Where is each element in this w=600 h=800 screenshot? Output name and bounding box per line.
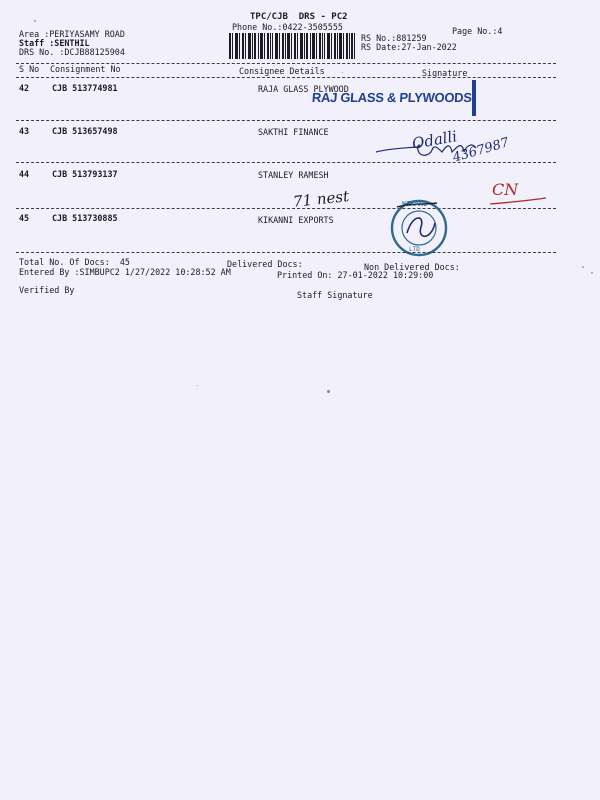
area-field: Area :PERIYASAMY ROAD	[19, 29, 125, 39]
barcode-icon	[229, 33, 355, 59]
row-consignment-no: CJB 513657498	[52, 126, 118, 136]
row-consignment-no: CJB 513774981	[52, 83, 118, 93]
delivered-docs: Delivered Docs:	[227, 259, 303, 269]
seal-text: KIKANI	[402, 200, 428, 208]
handwritten-note: 71 nest	[292, 187, 350, 211]
divider	[16, 120, 556, 121]
stamp-bar	[472, 80, 476, 116]
handwritten-signature: Odalli	[410, 127, 459, 153]
row-consignee: RAJA GLASS PLYWOOD	[258, 84, 349, 94]
scan-speck	[582, 266, 584, 268]
entered-by: Entered By :SIMBUPC2 1/27/2022 10:28:52 AM	[19, 267, 231, 277]
total-docs: Total No. Of Docs: 45	[19, 257, 130, 267]
row-consignee: KIKANNI EXPORTS	[258, 215, 334, 225]
handwritten-initials: CN	[492, 180, 519, 199]
scan-speck	[197, 385, 198, 386]
non-delivered-docs: Non Delivered Docs:	[364, 262, 460, 272]
col-signature: Signature	[422, 68, 468, 78]
scan-speck	[591, 272, 593, 274]
page-number: Page No.:4	[452, 26, 503, 36]
seal-text: LTD	[409, 246, 420, 253]
company-stamp: RAJ GLASS & PLYWOODS	[311, 90, 473, 105]
scan-speck	[327, 390, 330, 393]
staff-field: Staff :SENTHIL	[19, 38, 90, 48]
row-consignee: SAKTHI FINANCE	[258, 127, 329, 137]
rs-date: RS Date:27-Jan-2022	[361, 42, 457, 52]
scan-speck	[34, 20, 36, 22]
handwritten-number: 4367987	[451, 135, 511, 166]
col-consignee-details: Consignee Details	[239, 66, 325, 76]
row-sno: 44	[19, 169, 30, 179]
divider	[16, 77, 556, 78]
col-consignment-no: Consignment No	[50, 64, 121, 74]
divider	[16, 162, 556, 163]
row-sno: 42	[19, 83, 30, 93]
scan-speck	[342, 72, 343, 73]
col-sno: S No	[19, 64, 40, 74]
divider	[16, 252, 556, 253]
staff-signature: Staff Signature	[297, 290, 373, 300]
rs-number: RS No.:881259	[361, 33, 427, 43]
row-consignee: STANLEY RAMESH	[258, 170, 329, 180]
divider	[16, 208, 556, 209]
row-sno: 43	[19, 126, 30, 136]
row-consignment-no: CJB 513730885	[52, 213, 118, 223]
row-sno: 45	[19, 213, 30, 223]
row-consignment-no: CJB 513793137	[52, 169, 118, 179]
verified-by: Verified By	[19, 285, 75, 295]
phone-number: Phone No.:0422-3505555	[232, 22, 343, 32]
printed-on: Printed On: 27-01-2022 10:29:00	[277, 270, 434, 280]
drs-number: DRS No. :DCJB88125904	[19, 47, 125, 57]
document-title: TPC/CJB DRS - PC2	[250, 12, 348, 22]
